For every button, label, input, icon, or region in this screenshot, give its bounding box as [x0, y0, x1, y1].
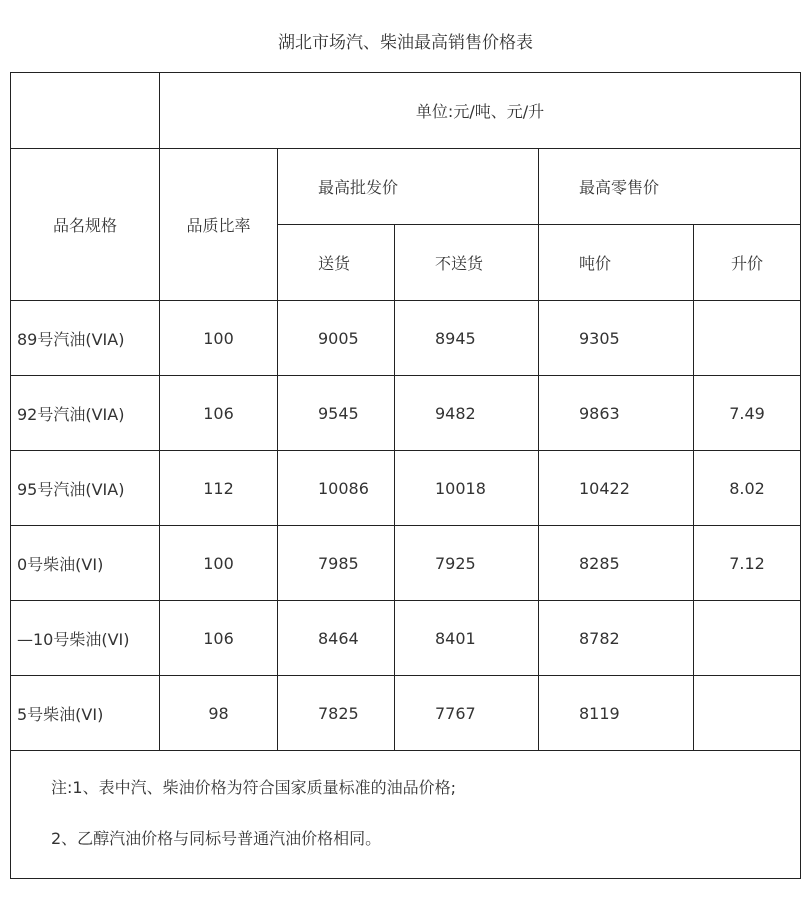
- header-delivered: 送货: [278, 225, 395, 301]
- table-row: [11, 451, 801, 526]
- wholesale-not-delivered: 7925: [395, 526, 539, 601]
- quality-ratio: 100: [160, 526, 278, 601]
- quality-ratio: 112: [160, 451, 278, 526]
- retail-per-ton: 9863: [539, 376, 694, 451]
- quality-ratio: 100: [160, 301, 278, 376]
- price-table: [10, 72, 801, 879]
- header-product: 品名规格: [11, 149, 160, 301]
- header-retail: 最高零售价: [539, 149, 801, 225]
- table-row: [11, 601, 801, 676]
- wholesale-delivered: 9005: [278, 301, 395, 376]
- header-not-delivered: 不送货: [395, 225, 539, 301]
- wholesale-not-delivered: 8401: [395, 601, 539, 676]
- product-name: 0号柴油(VI): [11, 526, 160, 601]
- retail-per-ton: 8285: [539, 526, 694, 601]
- note-1: 注:1、表中汽、柴油价格为符合国家质量标准的油品价格;: [51, 778, 456, 797]
- table-row: [11, 526, 801, 601]
- retail-per-liter: [694, 301, 801, 376]
- retail-per-ton: 10422: [539, 451, 694, 526]
- retail-per-liter: 7.49: [694, 376, 801, 451]
- quality-ratio: 98: [160, 676, 278, 751]
- wholesale-not-delivered: 10018: [395, 451, 539, 526]
- wholesale-not-delivered: 9482: [395, 376, 539, 451]
- wholesale-delivered: 10086: [278, 451, 395, 526]
- wholesale-not-delivered: 8945: [395, 301, 539, 376]
- header-wholesale: 最高批发价: [278, 149, 539, 225]
- retail-per-ton: 8119: [539, 676, 694, 751]
- table-row: [11, 301, 801, 376]
- wholesale-delivered: 7825: [278, 676, 395, 751]
- header-per-liter: 升价: [694, 225, 801, 301]
- retail-per-liter: 7.12: [694, 526, 801, 601]
- product-name: 92号汽油(VIA): [11, 376, 160, 451]
- header-per-ton: 吨价: [539, 225, 694, 301]
- product-name: 5号柴油(VI): [11, 676, 160, 751]
- quality-ratio: 106: [160, 376, 278, 451]
- retail-per-liter: [694, 601, 801, 676]
- page-title: 湖北市场汽、柴油最高销售价格表: [278, 33, 533, 53]
- note-2: 2、乙醇汽油价格与同标号普通汽油价格相同。: [51, 829, 382, 848]
- product-name: —10号柴油(VI): [11, 601, 160, 676]
- wholesale-delivered: 9545: [278, 376, 395, 451]
- quality-ratio: 106: [160, 601, 278, 676]
- retail-per-liter: 8.02: [694, 451, 801, 526]
- wholesale-not-delivered: 7767: [395, 676, 539, 751]
- retail-per-liter: [694, 676, 801, 751]
- product-name: 89号汽油(VIA): [11, 301, 160, 376]
- table-row: [11, 376, 801, 451]
- wholesale-delivered: 7985: [278, 526, 395, 601]
- product-name: 95号汽油(VIA): [11, 451, 160, 526]
- unit-label: 单位:元/吨、元/升: [160, 73, 801, 149]
- header-quality-ratio: 品质比率: [160, 149, 278, 301]
- table-row: [11, 676, 801, 751]
- notes-cell: [11, 751, 801, 879]
- wholesale-delivered: 8464: [278, 601, 395, 676]
- retail-per-ton: 9305: [539, 301, 694, 376]
- retail-per-ton: 8782: [539, 601, 694, 676]
- blank-corner-cell: [11, 73, 160, 149]
